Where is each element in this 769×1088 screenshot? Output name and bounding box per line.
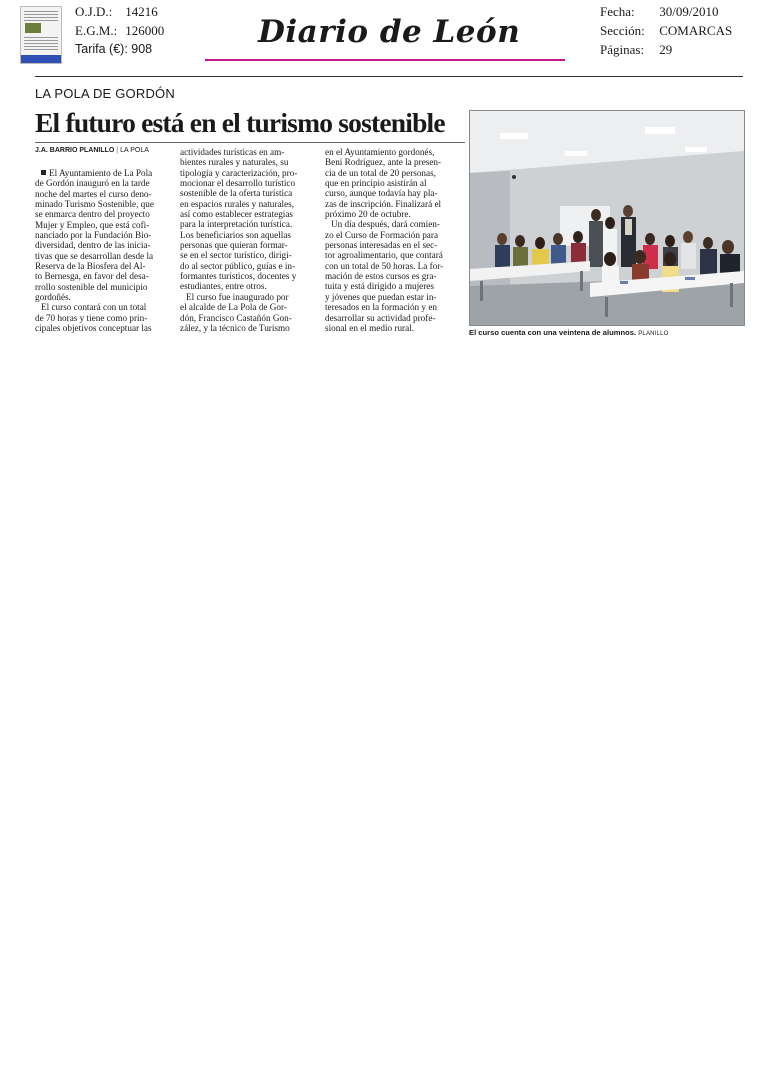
classroom-photo (470, 111, 744, 325)
article-text-line (180, 281, 315, 291)
article-text-line (180, 209, 315, 219)
article-text-span: to Bernesga, en favor del desa- (35, 271, 149, 282)
article-text-span: de Gordón inauguró en la tarde (35, 178, 150, 189)
article-text-line (35, 261, 170, 271)
photo-credit: PLANILLO (638, 331, 669, 337)
article-text-line (35, 230, 170, 240)
article-text-line (325, 219, 460, 229)
article-text-line (180, 219, 315, 229)
article-text-line (325, 168, 460, 178)
article-column-3 (325, 147, 460, 333)
article-text-line (325, 323, 460, 333)
article-text-span: para la interpretación turística. (180, 219, 293, 230)
article-text-line (180, 147, 315, 157)
ojd-label: O.J.D.: (75, 4, 113, 19)
article-text-span: mocionar el desarrollo turístico (180, 178, 296, 189)
article-text-span: personas que quieran formar- (180, 240, 288, 251)
article-text-line (180, 230, 315, 240)
headline-rule (35, 142, 465, 143)
article-text-span: cipales objetivos conceptuar las (35, 323, 152, 334)
article-text-span: tuita y está dirigido a mujeres (325, 281, 434, 292)
article-column-1 (35, 168, 170, 334)
article-text-line (35, 168, 170, 178)
article-text-span: El curso fue inaugurado por (186, 291, 289, 302)
article-text-line (35, 313, 170, 323)
article-text-span: nanciado por la Fundación Bio- (35, 230, 152, 241)
fecha-label: Fecha: (600, 4, 635, 19)
article-text-span: actividades turísticas en am- (180, 147, 285, 157)
tarifa-label: Tarifa (€): (75, 42, 128, 56)
article-text-span: de 70 horas y tiene como prin- (35, 312, 148, 323)
article-text-span: se en el sector turístico, dirigi- (180, 250, 292, 261)
article-text-span: Los beneficiarios son aquellas (180, 229, 291, 240)
article-text-line (325, 157, 460, 167)
article-text-line (35, 220, 170, 230)
egm-value: 126000 (125, 23, 165, 38)
article-text-span: cia de un total de 20 personas, (325, 167, 436, 178)
article-text-span: diversidad, dentro de las inicia- (35, 240, 151, 251)
article-text-span: Un día después, dará comien- (331, 219, 440, 230)
photo-caption-text: El curso cuenta con una veintena de alumnos. (469, 328, 637, 337)
article-text-span: Reserva de la Biosfera del Al- (35, 261, 146, 272)
article-text-line (35, 292, 170, 302)
article-text-line (325, 147, 460, 157)
article-text-line (180, 240, 315, 250)
fecha-row (600, 2, 732, 21)
article-text-line (325, 199, 460, 209)
article-text-line (180, 188, 315, 198)
article-text-span: sional en el medio rural. (325, 322, 415, 333)
article-text-span: zas de inscripción. Finalizará el (325, 198, 442, 209)
byline-place: LA POLA (120, 147, 149, 154)
article-text-line (180, 199, 315, 209)
article-text-span: desarrollar su actividad profe- (325, 312, 436, 323)
article-text-line (325, 209, 460, 219)
seccion-value: COMARCAS (659, 23, 733, 38)
article-text-span: con un total de 50 horas. La for- (325, 260, 444, 271)
article-text-span: tor agroalimentario, que contará (325, 250, 443, 261)
article-text-line (35, 323, 170, 333)
article-text-span: teresados en la formación y en (325, 302, 437, 313)
tarifa-row (75, 40, 164, 59)
article-text-line (35, 282, 170, 292)
ojd-value: 14216 (125, 4, 158, 19)
article-text-span: sostenible de la oferta turística (180, 188, 293, 199)
photo-caption (469, 328, 669, 339)
article-headline: El futuro está en el turismo sostenible (35, 107, 445, 138)
paginas-value: 29 (659, 42, 673, 57)
article-text-span: zo el Curso de Formación para (325, 229, 439, 240)
article-text-line (180, 261, 315, 271)
egm-row (75, 21, 164, 40)
page-thumbnail (20, 6, 62, 64)
article-text-line (325, 302, 460, 312)
article-text-line (180, 168, 315, 178)
ojd-row (75, 2, 164, 21)
newspaper-masthead: Diario de León (258, 14, 521, 50)
egm-label: E.G.M.: (75, 23, 118, 38)
article-text-line (180, 313, 315, 323)
article-text-line (180, 157, 315, 167)
article-text-line (325, 281, 460, 291)
article-text-line (35, 251, 170, 261)
byline-separator: | (116, 147, 119, 154)
article-text-line (35, 240, 170, 250)
article-text-line (325, 292, 460, 302)
paginas-row (600, 40, 732, 59)
clipping-metadata-right (600, 2, 732, 59)
tarifa-value: 908 (131, 42, 153, 56)
article-text-span: estudiantes, entre otros. (180, 281, 267, 292)
article-text-line (180, 292, 315, 302)
article-text-line (35, 189, 170, 199)
clipping-metadata-left (75, 2, 164, 59)
article-text-span: zález, y la técnico de Turismo (180, 322, 290, 333)
article-text-span: en el Ayuntamiento gordonés, (325, 147, 435, 157)
article-text-line (35, 271, 170, 281)
article-text-span: tivas que se desarrollan desde la (35, 250, 154, 261)
article-text-span: curso, aunque todavía hay pla- (325, 188, 438, 199)
article-text-span: y jóvenes que puedan estar in- (325, 291, 437, 302)
article-text-span: El Ayuntamiento de La Pola (49, 168, 153, 178)
article-text-span: así como establecer estrategias (180, 209, 294, 220)
article-text-line (35, 209, 170, 219)
article-text-line (325, 178, 460, 188)
article-text-span: do al sector público, guías e in- (180, 260, 296, 271)
article-text-span: rrollo sostenible del municipio (35, 281, 148, 292)
article-text-span: El curso contará con un total (41, 302, 147, 313)
article-text-line (325, 271, 460, 281)
article-text-span: en espacios rurales y naturales, (180, 198, 295, 209)
article-text-line (35, 302, 170, 312)
article-text-line (180, 302, 315, 312)
article-text-span: personas interesadas en el sec- (325, 240, 438, 251)
article-text-span: se enmarca dentro del proyecto (35, 209, 150, 220)
article-text-span: Mujer y Empleo, que está cofi- (35, 219, 150, 230)
article-text-line (35, 178, 170, 188)
article-text-span: gordoñés. (35, 292, 71, 303)
header-divider (35, 76, 743, 77)
article-text-line (35, 199, 170, 209)
article-kicker: LA POLA DE GORDÓN (35, 86, 175, 101)
article-text-line (325, 313, 460, 323)
article-text-span: bientes rurales y naturales, su (180, 157, 289, 168)
article-text-span: dón, Francisco Castañón Gon- (180, 312, 292, 323)
article-text-line (325, 261, 460, 271)
seccion-label: Sección: (600, 23, 645, 38)
article-text-span: que en principio asistirán al (325, 178, 427, 189)
article-text-span: mación de estos cursos es gra- (325, 271, 437, 282)
byline-author: J.A. BARRIO PLANILLO (35, 147, 115, 154)
article-text-span: minado Turismo Sostenible, que (35, 199, 154, 210)
article-text-span: noche del martes el curso deno- (35, 188, 152, 199)
article-text-line (180, 323, 315, 333)
article-text-span: tipología y caracterización, pro- (180, 167, 298, 178)
paginas-label: Páginas: (600, 42, 645, 57)
masthead-rule (205, 59, 565, 61)
article-text-span: próximo 20 de octubre. (325, 209, 411, 220)
article-column-2 (180, 147, 315, 333)
article-text-line (325, 230, 460, 240)
article-text-span: el alcalde de La Pola de Gor- (180, 302, 287, 313)
article-text-line (325, 188, 460, 198)
article-text-line (180, 178, 315, 188)
article-text-line (325, 240, 460, 250)
article-byline (35, 146, 149, 156)
article-text-span: formantes turísticos, docentes y (180, 271, 297, 282)
paragraph-bullet-icon (41, 170, 46, 175)
article-text-line (180, 271, 315, 281)
article-text-line (325, 250, 460, 260)
article-photo (469, 110, 745, 326)
fecha-value: 30/09/2010 (659, 4, 719, 19)
article-text-line (180, 250, 315, 260)
article-text-span: Beni Rodríguez, ante la presen- (325, 157, 442, 168)
seccion-row (600, 21, 732, 40)
